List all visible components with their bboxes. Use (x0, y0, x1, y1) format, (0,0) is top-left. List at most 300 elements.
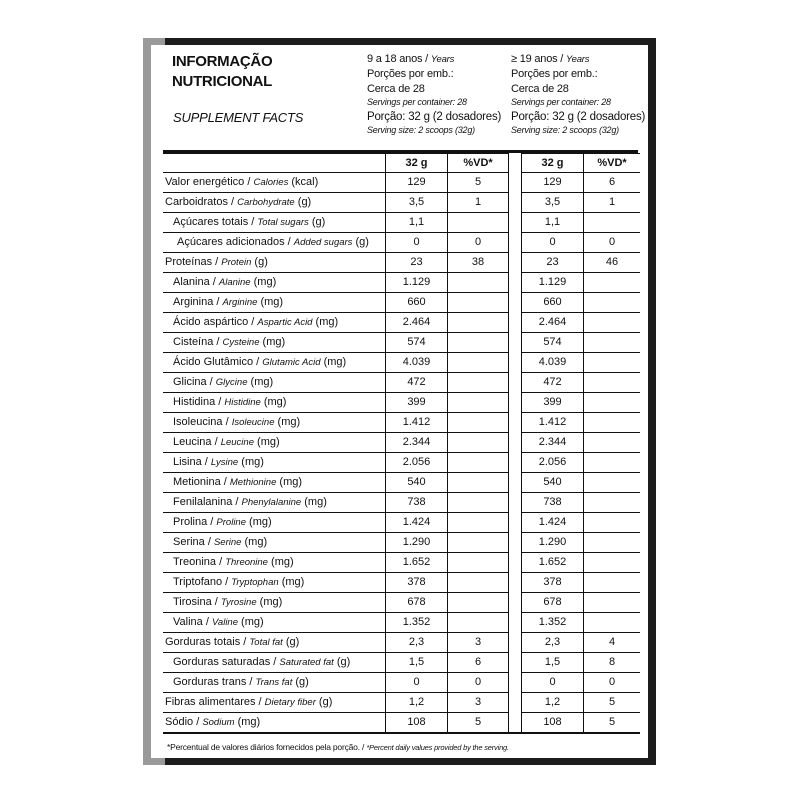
dv-teen (448, 373, 509, 393)
dv-adult (584, 393, 641, 413)
nutrient-label (163, 633, 386, 653)
column-gap (509, 513, 522, 533)
nutrient-name: Ácido aspártico / (173, 316, 258, 328)
nutrient-label (163, 373, 386, 393)
column-gap (509, 653, 522, 673)
nutrient-name-en: Total fat (249, 637, 283, 648)
group-header-adult (511, 52, 661, 136)
column-gap (509, 673, 522, 693)
dv-adult: 8 (584, 653, 641, 673)
amount-adult: 1.424 (522, 513, 584, 533)
nutrient-label (163, 173, 386, 193)
nutrient-row (163, 613, 640, 633)
nutrient-label (163, 473, 386, 493)
amount-teen: 1,2 (386, 693, 448, 713)
nutrient-name: Glicina / (173, 376, 216, 388)
nutrient-unit: (g) (308, 216, 326, 228)
nutrient-unit: (mg) (276, 476, 303, 488)
amount-adult: 399 (522, 393, 584, 413)
column-gap (509, 193, 522, 213)
nutrient-unit: (g) (251, 256, 268, 268)
amount-teen: 2,3 (386, 633, 448, 653)
dv-teen: 6 (448, 653, 509, 673)
nutrient-unit: (mg) (301, 496, 327, 508)
amount-adult: 1,1 (522, 213, 584, 233)
nutrient-label (163, 493, 386, 513)
amount-adult: 738 (522, 493, 584, 513)
nutrient-unit: (mg) (312, 316, 339, 328)
dv-adult (584, 473, 641, 493)
nutrient-unit: (mg) (274, 416, 301, 428)
amount-teen: 1,5 (386, 653, 448, 673)
dv-teen: 38 (448, 253, 509, 273)
amount-adult: 3,5 (522, 193, 584, 213)
amount-teen: 108 (386, 713, 448, 734)
dv-adult: 0 (584, 673, 641, 693)
column-gap (509, 273, 522, 293)
column-gap (509, 493, 522, 513)
nutrient-name: Sódio / (165, 716, 203, 728)
age-unit: Years (566, 54, 590, 65)
amount-teen: 2.056 (386, 453, 448, 473)
nutrient-name-en: Histidine (224, 397, 261, 408)
dv-teen: 0 (448, 233, 509, 253)
nutrient-label (163, 593, 386, 613)
age-range: 9 a 18 anos / (367, 53, 431, 65)
dv-teen (448, 293, 509, 313)
dv-adult: 1 (584, 193, 641, 213)
nutrient-name-en: Arginine (222, 297, 258, 308)
nutrient-name: Proteínas / (165, 256, 222, 268)
amount-adult: 4.039 (522, 353, 584, 373)
nutrient-name-en: Protein (221, 257, 252, 268)
dv-adult: 5 (584, 713, 641, 734)
nutrient-label (163, 613, 386, 633)
column-gap (509, 293, 522, 313)
column-gap (509, 393, 522, 413)
nutrient-name: Fibras alimentares / (165, 696, 265, 708)
amount-teen: 2.464 (386, 313, 448, 333)
dv-adult (584, 213, 641, 233)
nutrient-row (163, 593, 640, 613)
nutrient-label (163, 513, 386, 533)
nutrient-name: Histidina / (173, 396, 225, 408)
portion-english: Serving size: 2 scoops (32g) (511, 125, 619, 135)
dv-teen (448, 533, 509, 553)
nutrient-name-en: Calories (253, 177, 289, 188)
amount-teen: 1.129 (386, 273, 448, 293)
amount-teen: 660 (386, 293, 448, 313)
nutrient-name-en: Alanine (218, 277, 251, 288)
dv-adult: 46 (584, 253, 641, 273)
nutrient-label (163, 533, 386, 553)
nutrient-unit: (g) (352, 236, 369, 248)
age-unit: Years (430, 54, 455, 65)
nutrient-row (163, 273, 640, 293)
nutrient-row (163, 473, 640, 493)
dv-teen (448, 453, 509, 473)
nutrient-label (163, 213, 386, 233)
column-gap (509, 693, 522, 713)
dv-header: %VD* (448, 154, 509, 173)
dv-adult (584, 413, 641, 433)
nutrient-name: Valina / (173, 616, 212, 628)
nutrient-label (163, 353, 386, 373)
amount-adult: 1.352 (522, 613, 584, 633)
nutrient-name: Açúcares totais / (173, 216, 258, 228)
dv-teen: 5 (448, 173, 509, 193)
nutrient-name-en: Trans fat (255, 677, 293, 688)
amount-adult: 2.056 (522, 453, 584, 473)
nutrient-label (163, 693, 386, 713)
nutrient-row (163, 693, 640, 713)
nutrient-name: Metionina / (173, 476, 230, 488)
amount-adult: 1.129 (522, 273, 584, 293)
nutrient-label (163, 433, 386, 453)
dv-teen (448, 393, 509, 413)
nutrient-name-en: Saturated fat (279, 657, 334, 668)
amount-teen: 1.412 (386, 413, 448, 433)
nutrient-unit: (mg) (320, 356, 347, 368)
nutrient-unit: (g) (282, 636, 300, 648)
nutrient-unit: (mg) (257, 296, 284, 308)
nutrient-unit: (mg) (267, 556, 294, 568)
amount-adult: 1.652 (522, 553, 584, 573)
dv-adult (584, 513, 641, 533)
nutrient-row (163, 193, 640, 213)
dv-teen (448, 333, 509, 353)
amount-teen: 1.290 (386, 533, 448, 553)
portion-label: Porção: 32 g (2 dosadores) (367, 111, 502, 123)
nutrient-unit: (mg) (256, 596, 283, 608)
nutrient-label (163, 413, 386, 433)
nutrient-unit: (mg) (259, 336, 286, 348)
column-gap (509, 453, 522, 473)
amount-teen: 738 (386, 493, 448, 513)
amount-teen: 0 (386, 673, 448, 693)
amount-teen: 1,1 (386, 213, 448, 233)
amount-teen: 574 (386, 333, 448, 353)
title-line-2: NUTRICIONAL (172, 73, 273, 90)
dv-teen (448, 513, 509, 533)
nutrient-row (163, 373, 640, 393)
nutrient-row (163, 573, 640, 593)
nutrient-label (163, 293, 386, 313)
column-gap (509, 213, 522, 233)
nutrient-unit: (mg) (241, 536, 268, 548)
dv-teen: 5 (448, 713, 509, 734)
nutrient-name-en: Proline (216, 517, 246, 528)
dv-teen (448, 213, 509, 233)
dv-adult: 5 (584, 693, 641, 713)
amount-header: 32 g (522, 154, 584, 173)
amount-adult: 1,5 (522, 653, 584, 673)
nutrient-label (163, 313, 386, 333)
amount-adult: 2.344 (522, 433, 584, 453)
dv-adult (584, 613, 641, 633)
amount-adult: 129 (522, 173, 584, 193)
nutrient-unit: (g) (333, 656, 351, 668)
servings-label: Porções por emb.: (367, 68, 454, 80)
dv-adult (584, 553, 641, 573)
nutrient-unit: (mg) (238, 456, 264, 468)
amount-adult: 1.412 (522, 413, 584, 433)
nutrient-unit: (g) (292, 676, 309, 688)
dv-teen (448, 273, 509, 293)
column-gap (509, 353, 522, 373)
nutrient-unit: (mg) (246, 516, 272, 528)
nutrient-row (163, 413, 640, 433)
dv-teen (448, 473, 509, 493)
dv-teen: 0 (448, 673, 509, 693)
nutrient-row (163, 673, 640, 693)
servings-count: Cerca de 28 (511, 83, 569, 95)
title-line-1: INFORMAÇÃO (172, 53, 273, 70)
amount-adult: 2.464 (522, 313, 584, 333)
nutrient-name-en: Carbohydrate (237, 197, 295, 208)
column-gap (509, 533, 522, 553)
nutrient-unit: (mg) (234, 716, 261, 728)
nutrient-name-en: Added sugars (293, 237, 353, 248)
nutrient-label (163, 253, 386, 273)
column-gap (509, 333, 522, 353)
amount-teen: 678 (386, 593, 448, 613)
column-gap (509, 433, 522, 453)
nutrient-name: Leucina / (173, 436, 221, 448)
amount-teen: 3,5 (386, 193, 448, 213)
nutrition-table (163, 153, 640, 734)
dv-adult (584, 373, 641, 393)
amount-teen: 1.652 (386, 553, 448, 573)
group-header-teen (367, 52, 517, 136)
nutrient-row (163, 233, 640, 253)
amount-adult: 1,2 (522, 693, 584, 713)
nutrient-name-en: Glycine (215, 377, 248, 388)
column-gap (509, 233, 522, 253)
nutrient-name-en: Methionine (229, 477, 277, 488)
column-gap (509, 154, 522, 173)
amount-header: 32 g (386, 154, 448, 173)
nutrient-unit: (kcal) (288, 176, 319, 188)
nutrient-row (163, 553, 640, 573)
dv-header: %VD* (584, 154, 641, 173)
nutrient-row (163, 713, 640, 734)
nutrient-unit: (mg) (247, 376, 274, 388)
dv-teen (448, 613, 509, 633)
footnote (167, 742, 509, 752)
column-gap (509, 473, 522, 493)
nutrient-name: Açúcares adicionados / (177, 236, 294, 248)
dv-teen (448, 493, 509, 513)
nutrient-label (163, 573, 386, 593)
nutrient-name: Treonina / (173, 556, 226, 568)
dv-adult (584, 333, 641, 353)
nutrient-label (163, 273, 386, 293)
nutrient-name-en: Sodium (202, 717, 235, 728)
nutrient-name-en: Isoleucine (231, 417, 275, 428)
amount-adult: 378 (522, 573, 584, 593)
column-gap (509, 573, 522, 593)
nutrient-name: Carboidratos / (165, 196, 238, 208)
nutrient-label (163, 393, 386, 413)
dv-teen: 3 (448, 693, 509, 713)
nutrient-name: Cisteína / (173, 336, 223, 348)
amount-adult: 574 (522, 333, 584, 353)
portion-label: Porção: 32 g (2 dosadores) (511, 111, 646, 123)
nutrient-name: Isoleucina / (173, 416, 232, 428)
dv-adult (584, 453, 641, 473)
amount-teen: 4.039 (386, 353, 448, 373)
nutrient-row (163, 253, 640, 273)
servings-english: Servings per container: 28 (511, 97, 611, 107)
nutrient-row (163, 333, 640, 353)
amount-adult: 108 (522, 713, 584, 734)
label-subtitle: SUPPLEMENT FACTS (173, 110, 304, 125)
nutrient-row (163, 453, 640, 473)
nutrient-unit: (mg) (253, 436, 280, 448)
dv-adult: 6 (584, 173, 641, 193)
nutrient-name-en: Total sugars (257, 217, 309, 228)
amount-teen: 378 (386, 573, 448, 593)
amount-teen: 129 (386, 173, 448, 193)
nutrient-row (163, 393, 640, 413)
nutrient-name: Serina / (173, 536, 214, 548)
column-gap (509, 593, 522, 613)
dv-adult (584, 493, 641, 513)
nutrient-row (163, 653, 640, 673)
amount-adult: 678 (522, 593, 584, 613)
dv-teen: 1 (448, 193, 509, 213)
nutrient-name-en: Leucine (220, 437, 254, 448)
nutrient-row (163, 493, 640, 513)
nutrient-label (163, 713, 386, 734)
column-gap (509, 713, 522, 734)
footnote-pt: *Percentual de valores diários fornecidos pela porção. / (167, 742, 367, 752)
amount-adult: 2,3 (522, 633, 584, 653)
nutrient-row (163, 513, 640, 533)
nutrient-name-en: Serine (213, 537, 242, 548)
dv-adult (584, 433, 641, 453)
nutrient-label (163, 333, 386, 353)
column-gap (509, 553, 522, 573)
nutrient-name-en: Valine (211, 617, 238, 628)
nutrient-name: Valor energético / (165, 176, 254, 188)
nutrient-name: Gorduras trans / (173, 676, 256, 688)
dv-teen (448, 353, 509, 373)
amount-teen: 1.424 (386, 513, 448, 533)
dv-adult (584, 313, 641, 333)
nutrient-row (163, 313, 640, 333)
dv-teen (448, 553, 509, 573)
amount-adult: 0 (522, 233, 584, 253)
nutrient-unit: (mg) (238, 616, 264, 628)
column-gap (509, 633, 522, 653)
nutrient-row (163, 433, 640, 453)
amount-adult: 660 (522, 293, 584, 313)
nutrient-label (163, 193, 386, 213)
amount-teen: 0 (386, 233, 448, 253)
nutrient-label (163, 233, 386, 253)
nutrient-name: Gorduras totais / (165, 636, 250, 648)
column-gap (509, 313, 522, 333)
dv-teen (448, 313, 509, 333)
column-gap (509, 373, 522, 393)
amount-teen: 472 (386, 373, 448, 393)
portion-english: Serving size: 2 scoops (32g) (367, 125, 475, 135)
amount-adult: 0 (522, 673, 584, 693)
nutrient-label (163, 553, 386, 573)
dv-adult: 0 (584, 233, 641, 253)
nutrient-row (163, 293, 640, 313)
dv-teen (448, 593, 509, 613)
nutrient-name-en: Tyrosine (220, 597, 257, 608)
nutrient-unit: (mg) (250, 276, 277, 288)
dv-adult (584, 573, 641, 593)
nutrient-label (163, 453, 386, 473)
nutrient-name: Gorduras saturadas / (173, 656, 280, 668)
dv-teen: 3 (448, 633, 509, 653)
amount-teen: 23 (386, 253, 448, 273)
servings-english: Servings per container: 28 (367, 97, 467, 107)
dv-teen (448, 433, 509, 453)
servings-count: Cerca de 28 (367, 83, 425, 95)
dv-adult (584, 353, 641, 373)
nutrient-name: Ácido Glutâmico / (173, 356, 263, 368)
dv-adult: 4 (584, 633, 641, 653)
amount-teen: 540 (386, 473, 448, 493)
column-gap (509, 173, 522, 193)
nutrient-name: Alanina / (173, 276, 219, 288)
column-gap (509, 253, 522, 273)
amount-adult: 472 (522, 373, 584, 393)
amount-teen: 1.352 (386, 613, 448, 633)
nutrient-name: Arginina / (173, 296, 223, 308)
nutrient-name-en: Aspartic Acid (257, 317, 313, 328)
nutrient-name: Triptofano / (173, 576, 232, 588)
nutrient-name: Lisina / (173, 456, 211, 468)
nutrient-name: Tirosina / (173, 596, 221, 608)
dv-adult (584, 293, 641, 313)
nutrient-name-en: Cysteine (222, 337, 260, 348)
amount-teen: 399 (386, 393, 448, 413)
dv-adult (584, 533, 641, 553)
nutrient-unit: (g) (294, 196, 312, 208)
nutrient-name-en: Glutamic Acid (262, 357, 321, 368)
nutrient-label (163, 653, 386, 673)
nutrient-name-en: Tryptophan (231, 577, 279, 588)
amount-adult: 1.290 (522, 533, 584, 553)
nutrient-name-en: Phenylalanine (241, 497, 302, 508)
nutrient-name-en: Threonine (225, 557, 268, 568)
dv-teen (448, 573, 509, 593)
nutrient-label (163, 673, 386, 693)
column-header-row (163, 154, 640, 173)
amount-adult: 540 (522, 473, 584, 493)
nutrient-name-en: Lysine (210, 457, 239, 468)
nutrient-name: Fenilalanina / (173, 496, 242, 508)
label-title (172, 52, 272, 92)
column-gap (509, 613, 522, 633)
servings-label: Porções por emb.: (511, 68, 598, 80)
amount-adult: 23 (522, 253, 584, 273)
age-range: ≥ 19 anos / (511, 53, 567, 65)
dv-teen (448, 413, 509, 433)
nutrient-unit: (g) (315, 696, 333, 708)
amount-teen: 2.344 (386, 433, 448, 453)
nutrient-row (163, 633, 640, 653)
nutrient-unit: (mg) (278, 576, 305, 588)
nutrient-row (163, 213, 640, 233)
